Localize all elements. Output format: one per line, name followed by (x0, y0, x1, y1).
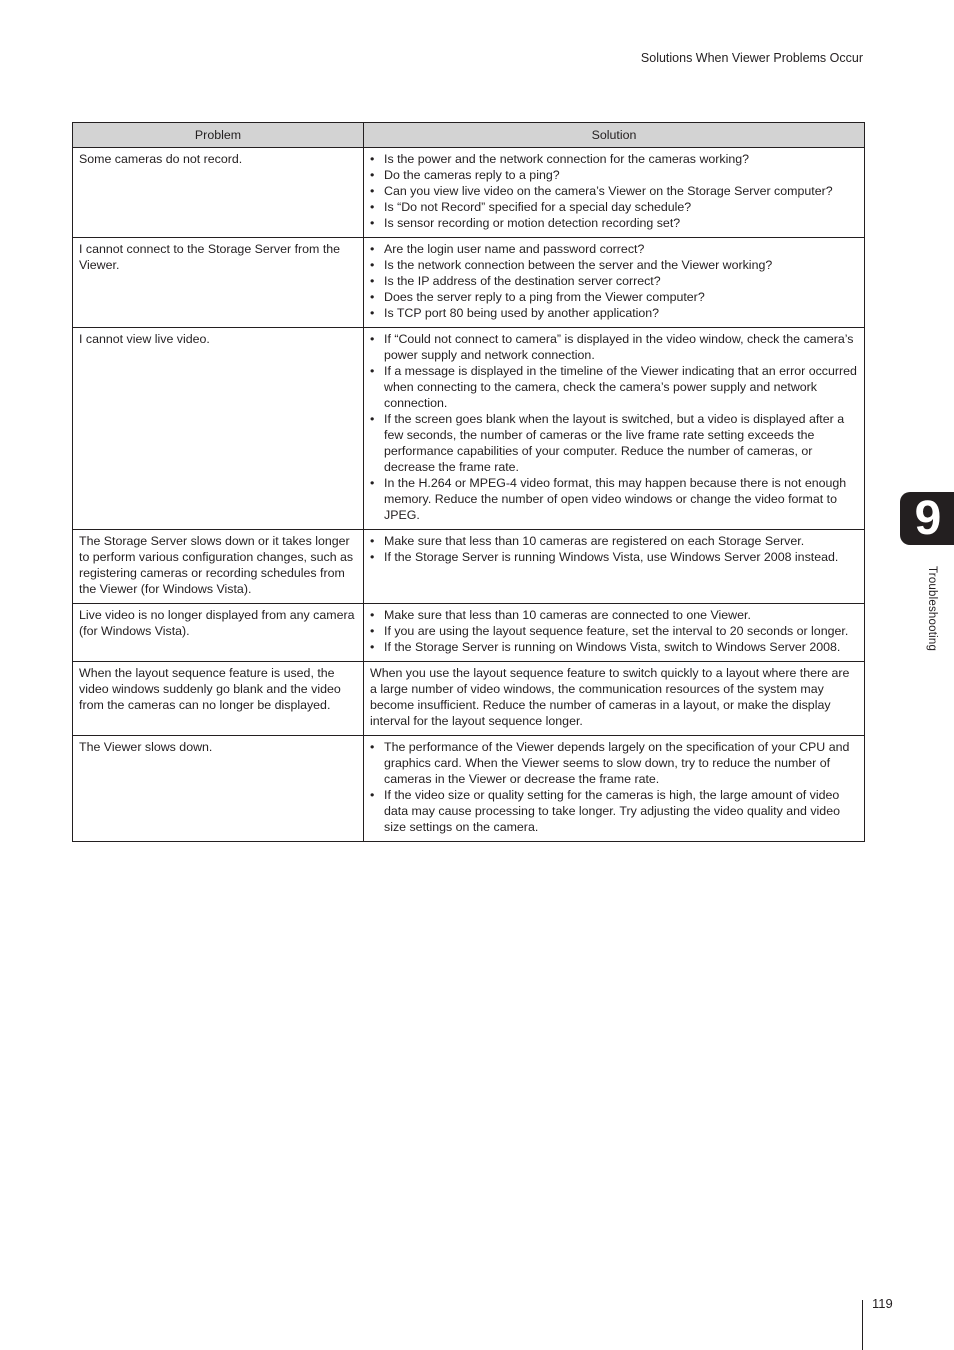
problem-cell: The Viewer slows down. (73, 736, 364, 842)
problem-cell: When the layout sequence feature is used, the video windows suddenly go blank and the video from the cameras can no longer be displayed. (73, 662, 364, 736)
solution-list (370, 739, 858, 835)
table-header-row (73, 123, 865, 148)
solution-list (370, 151, 858, 231)
chapter-side-label: Troubleshooting (926, 566, 938, 652)
solution-cell (364, 736, 865, 842)
solution-list (370, 607, 858, 655)
solution-item: • If the video size or quality setting for the cameras is high, the large amount of video data may cause processing to take longer. Try adjusting the video quality and video size settings on the camera. (370, 787, 858, 835)
solution-item: • Is the IP address of the destination server correct? (370, 273, 858, 289)
solution-list (370, 241, 858, 321)
footer-divider (862, 1300, 863, 1350)
table-row (73, 148, 865, 238)
solution-item: • Are the login user name and password correct? (370, 241, 858, 257)
table-row (73, 662, 865, 736)
table-row (73, 604, 865, 662)
problem-cell: I cannot connect to the Storage Server from the Viewer. (73, 238, 364, 328)
solution-item: • Make sure that less than 10 cameras are connected to one Viewer. (370, 607, 858, 623)
solution-item: • Is the network connection between the server and the Viewer working? (370, 257, 858, 273)
solution-list (370, 533, 858, 565)
table-row (73, 736, 865, 842)
solution-item: • Is TCP port 80 being used by another application? (370, 305, 858, 321)
page-header-title: Solutions When Viewer Problems Occur (640, 51, 863, 65)
problem-cell: Some cameras do not record. (73, 148, 364, 238)
solution-cell (364, 530, 865, 604)
troubleshooting-table (72, 122, 865, 842)
solution-item: • The performance of the Viewer depends largely on the specification of your CPU and graphics card. When the Viewer seems to slow down, try to reduce the number of cameras in the Viewer or decrease the frame rate. (370, 739, 858, 787)
table-row (73, 328, 865, 530)
table-row (73, 530, 865, 604)
page-number: 119 (872, 1296, 893, 1311)
solution-item: • Can you view live video on the camera’s Viewer on the Storage Server computer? (370, 183, 858, 199)
solution-item: • If you are using the layout sequence feature, set the interval to 20 seconds or longer. (370, 623, 858, 639)
chapter-number-tab: 9 (900, 492, 954, 545)
problem-cell: Live video is no longer displayed from any camera (for Windows Vista). (73, 604, 364, 662)
solution-cell (364, 604, 865, 662)
solution-cell (364, 238, 865, 328)
solution-item: • If the Storage Server is running on Windows Vista, switch to Windows Server 2008. (370, 639, 858, 655)
solution-item: • Is “Do not Record” specified for a special day schedule? (370, 199, 858, 215)
solution-item: • Does the server reply to a ping from the Viewer computer? (370, 289, 858, 305)
problem-cell: The Storage Server slows down or it takes longer to perform various configuration changes, such as registering cameras or recording schedules from the Viewer (for Windows Vista). (73, 530, 364, 604)
solution-item: • Is the power and the network connection for the cameras working? (370, 151, 858, 167)
table-row (73, 238, 865, 328)
column-header-problem: Problem (73, 123, 364, 148)
solution-item: • Make sure that less than 10 cameras are registered on each Storage Server. (370, 533, 858, 549)
solution-item: • Is sensor recording or motion detection recording set? (370, 215, 858, 231)
solution-item: • In the H.264 or MPEG-4 video format, this may happen because there is not enough memory. Reduce the number of open video windows or change the video format to JPEG. (370, 475, 858, 523)
solution-cell (364, 328, 865, 530)
solution-item: • If the screen goes blank when the layout is switched, but a video is displayed after a few seconds, the number of cameras or the live frame rate setting exceeds the performance capabilities of your computer. Reduce the number of cameras, or decrease the frame rate. (370, 411, 858, 475)
solution-item: • Do the cameras reply to a ping? (370, 167, 858, 183)
solution-list (370, 331, 858, 523)
solution-cell: When you use the layout sequence feature to switch quickly to a layout where there are a large number of video windows, the communication resources of the system may become insufficient. Reduce the number of cameras in a layout, or make the display interval for the layout sequence longer. (364, 662, 865, 736)
solution-item: • If “Could not connect to camera” is displayed in the video window, check the camera’s power supply and network connection. (370, 331, 858, 363)
solution-item: • If a message is displayed in the timeline of the Viewer indicating that an error occurred when connecting to the camera, check the camera’s power supply and network connection. (370, 363, 858, 411)
solution-item: • If the Storage Server is running Windows Vista, use Windows Server 2008 instead. (370, 549, 858, 565)
solution-cell (364, 148, 865, 238)
problem-cell: I cannot view live video. (73, 328, 364, 530)
column-header-solution: Solution (364, 123, 865, 148)
